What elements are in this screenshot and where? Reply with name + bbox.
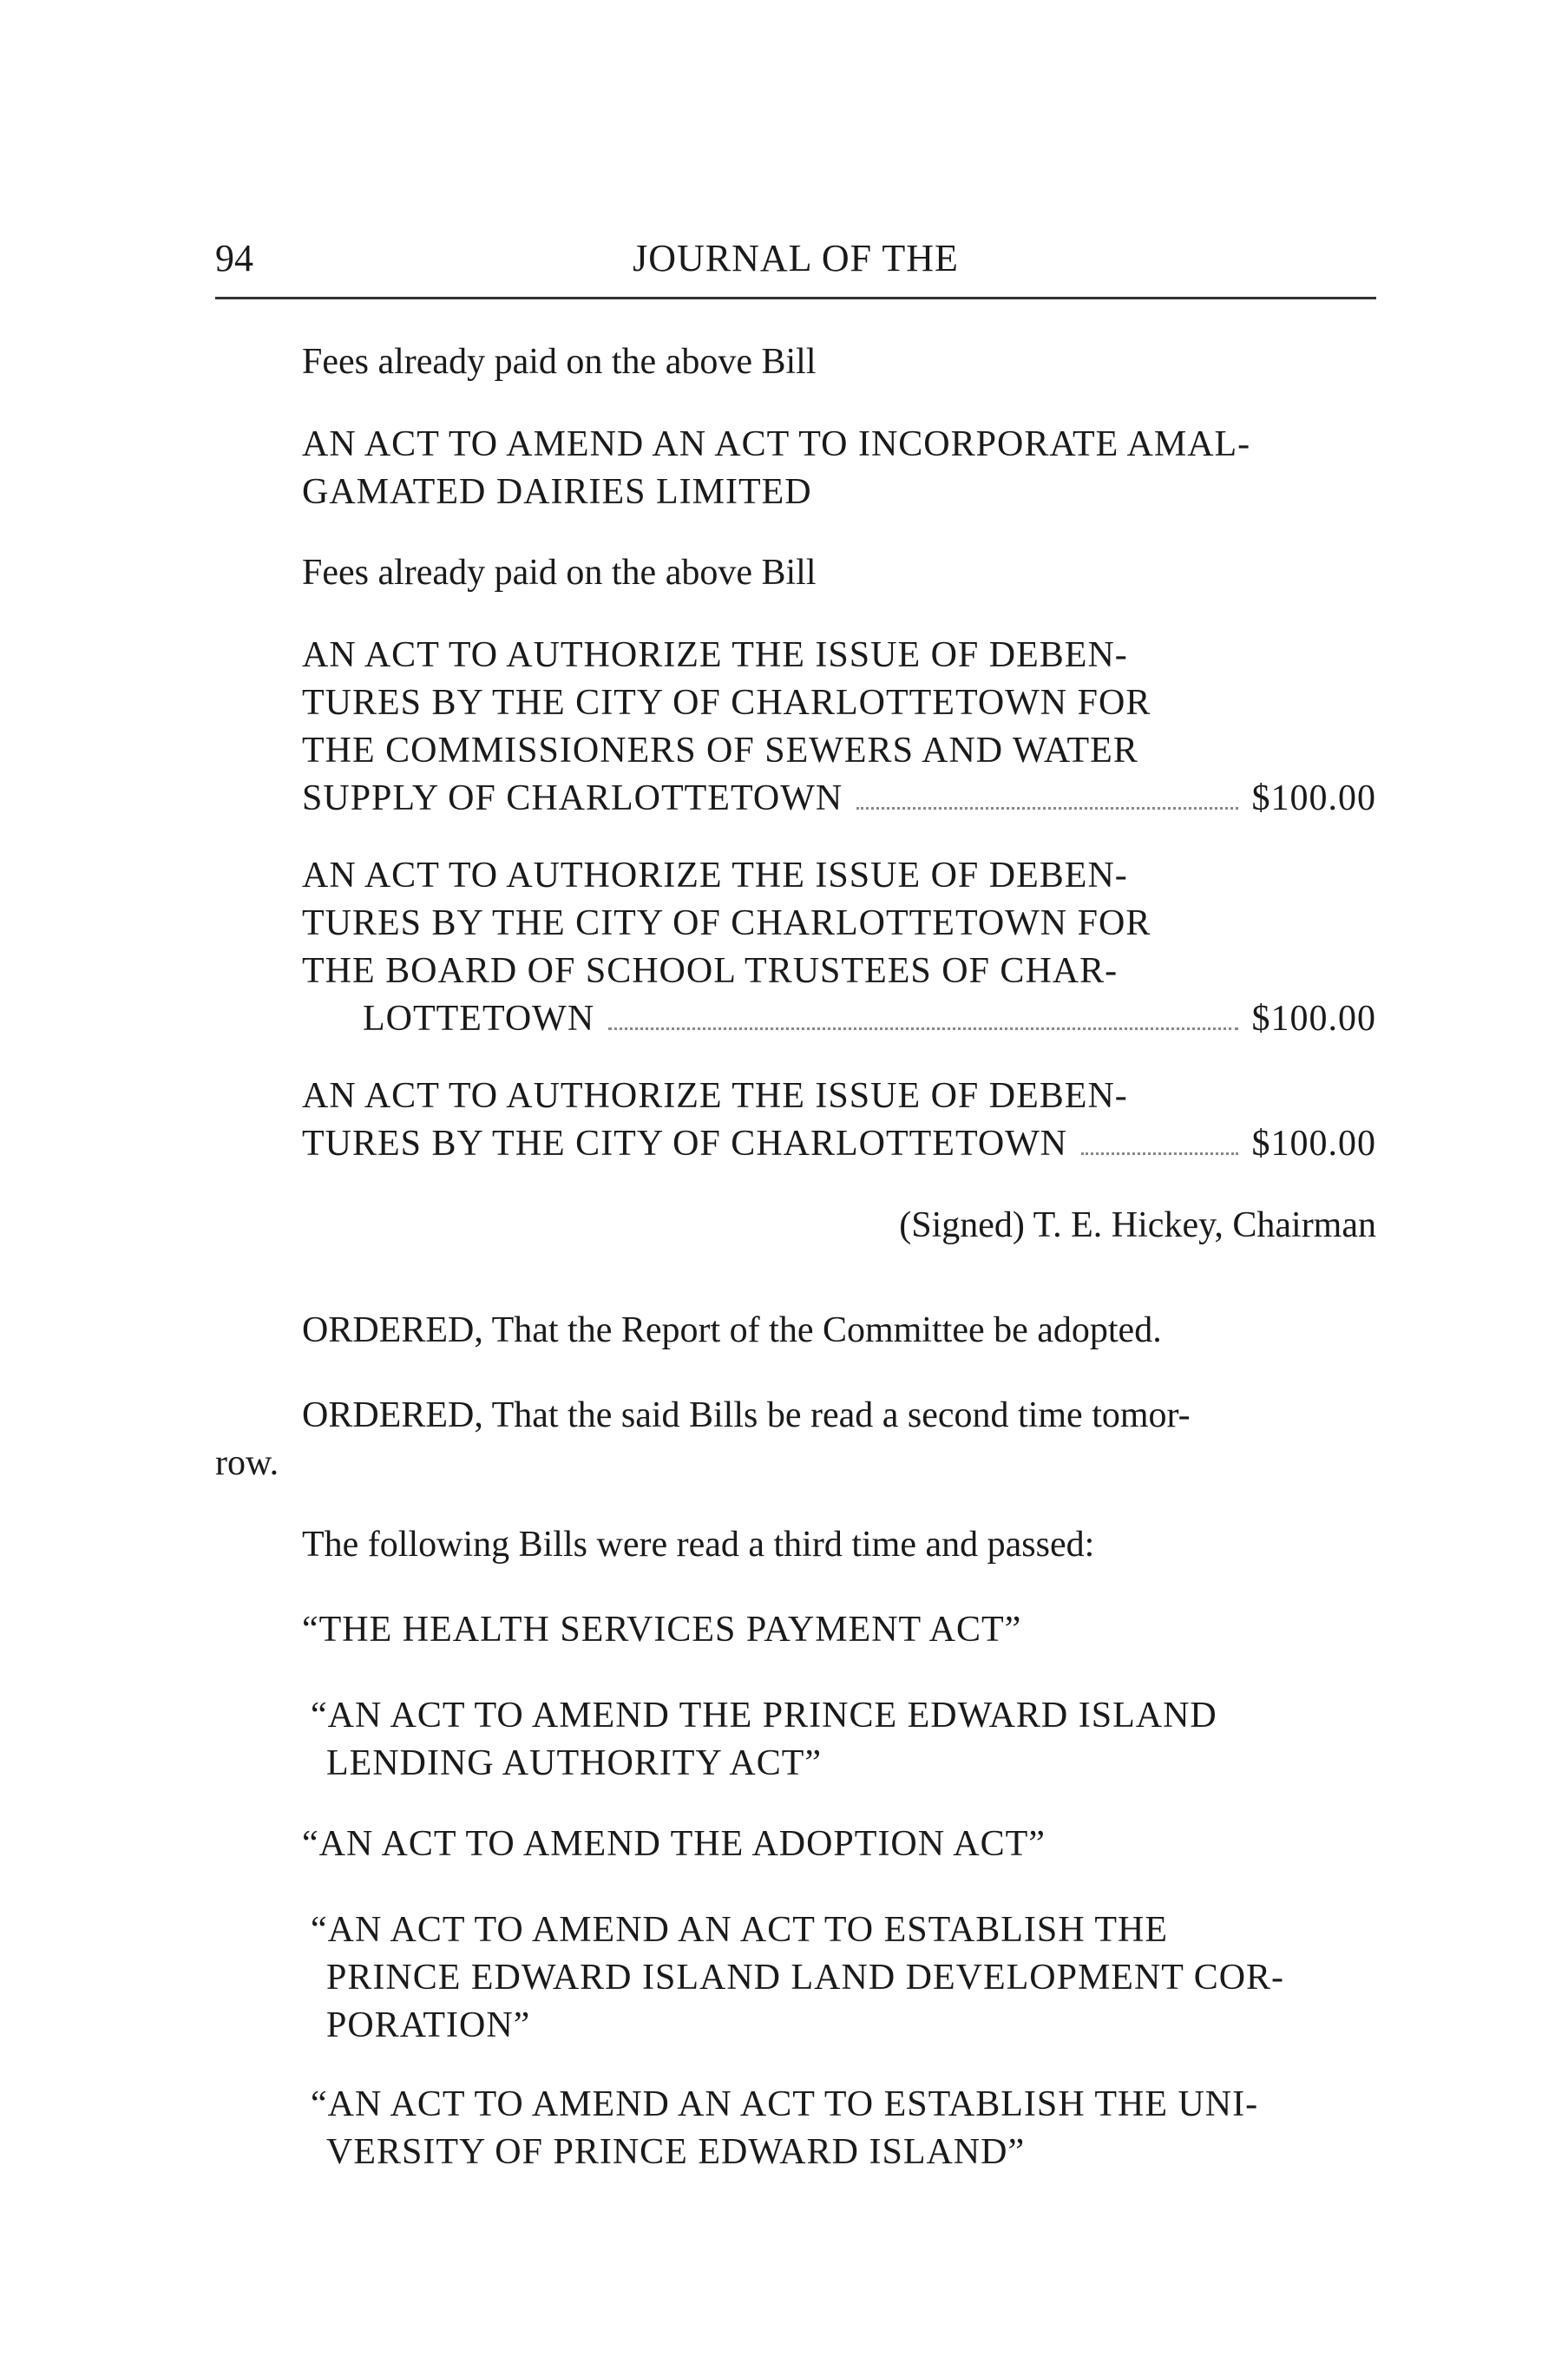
act-line: TURES BY THE CITY OF CHARLOTTETOWN FOR: [302, 903, 1151, 943]
fee-line: [302, 995, 1376, 1043]
dot-leader: [856, 807, 1237, 810]
dot-leader: [1081, 1152, 1237, 1155]
act-line: AN ACT TO AUTHORIZE THE ISSUE OF DEBEN-: [302, 1076, 1128, 1116]
passed-bill: [311, 1692, 1376, 1788]
act-amalgamated-dairies: [302, 421, 1376, 516]
act-line: TURES BY THE CITY OF CHARLOTTETOWN FOR: [302, 683, 1151, 723]
bill-line: “AN ACT TO AMEND AN ACT TO ESTABLISH THE UNI-: [311, 2084, 1259, 2124]
act-line: TURES BY THE CITY OF CHARLOTTETOWN: [302, 1124, 1068, 1164]
act-debentures-city: [302, 1073, 1376, 1168]
passed-bill: [311, 2081, 1376, 2176]
fees-paid-note: Fees already paid on the above Bill: [302, 553, 817, 593]
order-second-reading-cont: row.: [215, 1443, 279, 1483]
page-header: [215, 236, 1376, 299]
act-line: GAMATED DAIRIES LIMITED: [302, 472, 812, 512]
passed-bill: [311, 1906, 1376, 2050]
bill-line: “AN ACT TO AMEND AN ACT TO ESTABLISH THE: [311, 1910, 1168, 1950]
fee-line: [302, 1120, 1376, 1168]
act-line: LOTTETOWN: [363, 999, 595, 1039]
act-line: THE BOARD OF SCHOOL TRUSTEES OF CHAR-: [302, 951, 1119, 991]
bill-line: PORATION”: [326, 2005, 531, 2045]
act-line: AN ACT TO AUTHORIZE THE ISSUE OF DEBEN-: [302, 856, 1128, 896]
act-line: AN ACT TO AMEND AN ACT TO INCORPORATE AMAL-: [302, 424, 1251, 464]
third-reading-statement: The following Bills were read a third time and passed:: [302, 1525, 1095, 1565]
fee-line: [302, 775, 1376, 823]
act-line: AN ACT TO AUTHORIZE THE ISSUE OF DEBEN-: [302, 635, 1128, 675]
running-head: JOURNAL OF THE: [633, 237, 959, 279]
passed-bill: “AN ACT TO AMEND THE ADOPTION ACT”: [302, 1824, 1046, 1864]
signature-line: (Signed) T. E. Hickey, Chairman: [899, 1205, 1376, 1245]
bill-line: PRINCE EDWARD ISLAND LAND DEVELOPMENT COR-: [326, 1958, 1285, 1998]
order-report-adopted: ORDERED, That the Report of the Committee be adopted.: [302, 1310, 1162, 1350]
fee-amount: $100.00: [1251, 999, 1376, 1039]
act-debentures-sewers: [302, 632, 1376, 823]
order-second-reading: ORDERED, That the said Bills be read a second time tomor-: [302, 1395, 1191, 1435]
bill-line: “AN ACT TO AMEND THE PRINCE EDWARD ISLAND: [311, 1696, 1217, 1736]
passed-bill: “THE HEALTH SERVICES PAYMENT ACT”: [302, 1610, 1022, 1650]
page-number: 94: [215, 237, 253, 279]
fee-amount: $100.00: [1251, 1124, 1376, 1164]
bill-line: VERSITY OF PRINCE EDWARD ISLAND”: [326, 2132, 1026, 2172]
dot-leader: [608, 1027, 1237, 1030]
act-line: THE COMMISSIONERS OF SEWERS AND WATER: [302, 731, 1138, 771]
bill-line: LENDING AUTHORITY ACT”: [326, 1743, 823, 1783]
fee-amount: $100.00: [1251, 778, 1376, 818]
act-line: SUPPLY OF CHARLOTTETOWN: [302, 778, 843, 818]
fees-paid-note: Fees already paid on the above Bill: [302, 342, 817, 382]
act-debentures-school: [302, 852, 1376, 1043]
